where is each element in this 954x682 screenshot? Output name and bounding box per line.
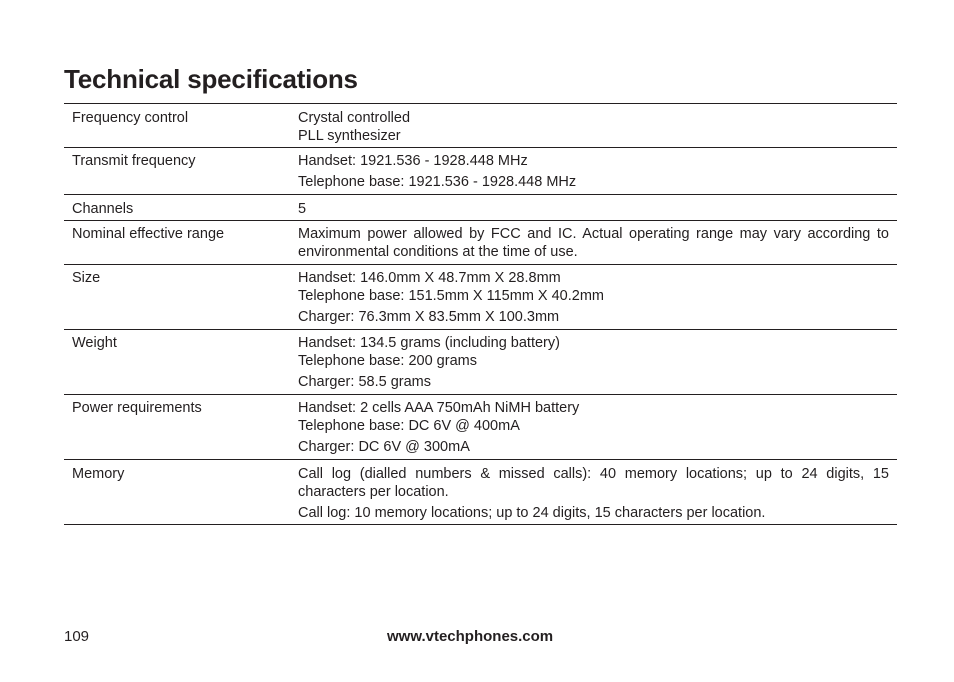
spec-label: Weight — [72, 335, 117, 351]
spec-row-size — [64, 265, 897, 330]
spec-value-line: Charger: DC 6V @ 300mA — [298, 439, 470, 455]
spec-label: Frequency control — [72, 110, 189, 126]
page-title: Technical specifications — [64, 64, 358, 94]
spec-value-line: PLL synthesizer — [298, 128, 401, 144]
spec-value-line: Telephone base: 200 grams — [298, 353, 477, 369]
spec-label: Memory — [72, 466, 125, 482]
spec-table — [64, 103, 897, 525]
spec-value-line: Handset: 2 cells AAA 750mAh NiMH battery — [298, 400, 580, 416]
spec-value-line: Telephone base: 151.5mm X 115mm X 40.2mm — [298, 288, 605, 304]
spec-row-memory — [64, 460, 897, 525]
spec-label: Nominal effective range — [72, 226, 225, 242]
spec-row-frequency-control — [64, 104, 897, 148]
spec-row-transmit-frequency — [64, 148, 897, 195]
spec-value-line: Call log: 10 memory locations; up to 24 digits, 15 characters per location. — [298, 505, 766, 521]
page-number: 109 — [64, 628, 90, 645]
spec-value-line: Charger: 58.5 grams — [298, 374, 431, 390]
spec-value-line: Maximum power allowed by FCC and IC. Actual operating range may vary according to environmental conditions at the time of use. — [298, 226, 889, 260]
spec-value-line: Telephone base: DC 6V @ 400mA — [298, 418, 520, 434]
spec-value-line: 5 — [298, 201, 307, 217]
spec-value-line: Handset: 146.0mm X 48.7mm X 28.8mm — [298, 270, 561, 286]
spec-label: Channels — [72, 201, 134, 217]
spec-value-line: Call log (dialled numbers & missed calls): 40 memory locations; up to 24 digits, 15 characters per location. — [298, 466, 889, 500]
spec-label: Transmit frequency — [72, 153, 196, 169]
spec-value-line: Charger: 76.3mm X 83.5mm X 100.3mm — [298, 309, 560, 325]
spec-row-channels — [64, 195, 897, 221]
spec-value-line: Handset: 1921.536 - 1928.448 MHz — [298, 153, 528, 169]
spec-label: Size — [72, 270, 101, 286]
spec-label: Power requirements — [72, 400, 202, 416]
spec-row-weight — [64, 330, 897, 395]
spec-row-nominal-effective-range — [64, 221, 897, 265]
spec-value-line: Handset: 134.5 grams (including battery) — [298, 335, 560, 351]
spec-row-power-requirements — [64, 395, 897, 460]
footer-url: www.vtechphones.com — [387, 628, 554, 645]
spec-value-line: Telephone base: 1921.536 - 1928.448 MHz — [298, 174, 577, 190]
spec-value-line: Crystal controlled — [298, 110, 411, 126]
